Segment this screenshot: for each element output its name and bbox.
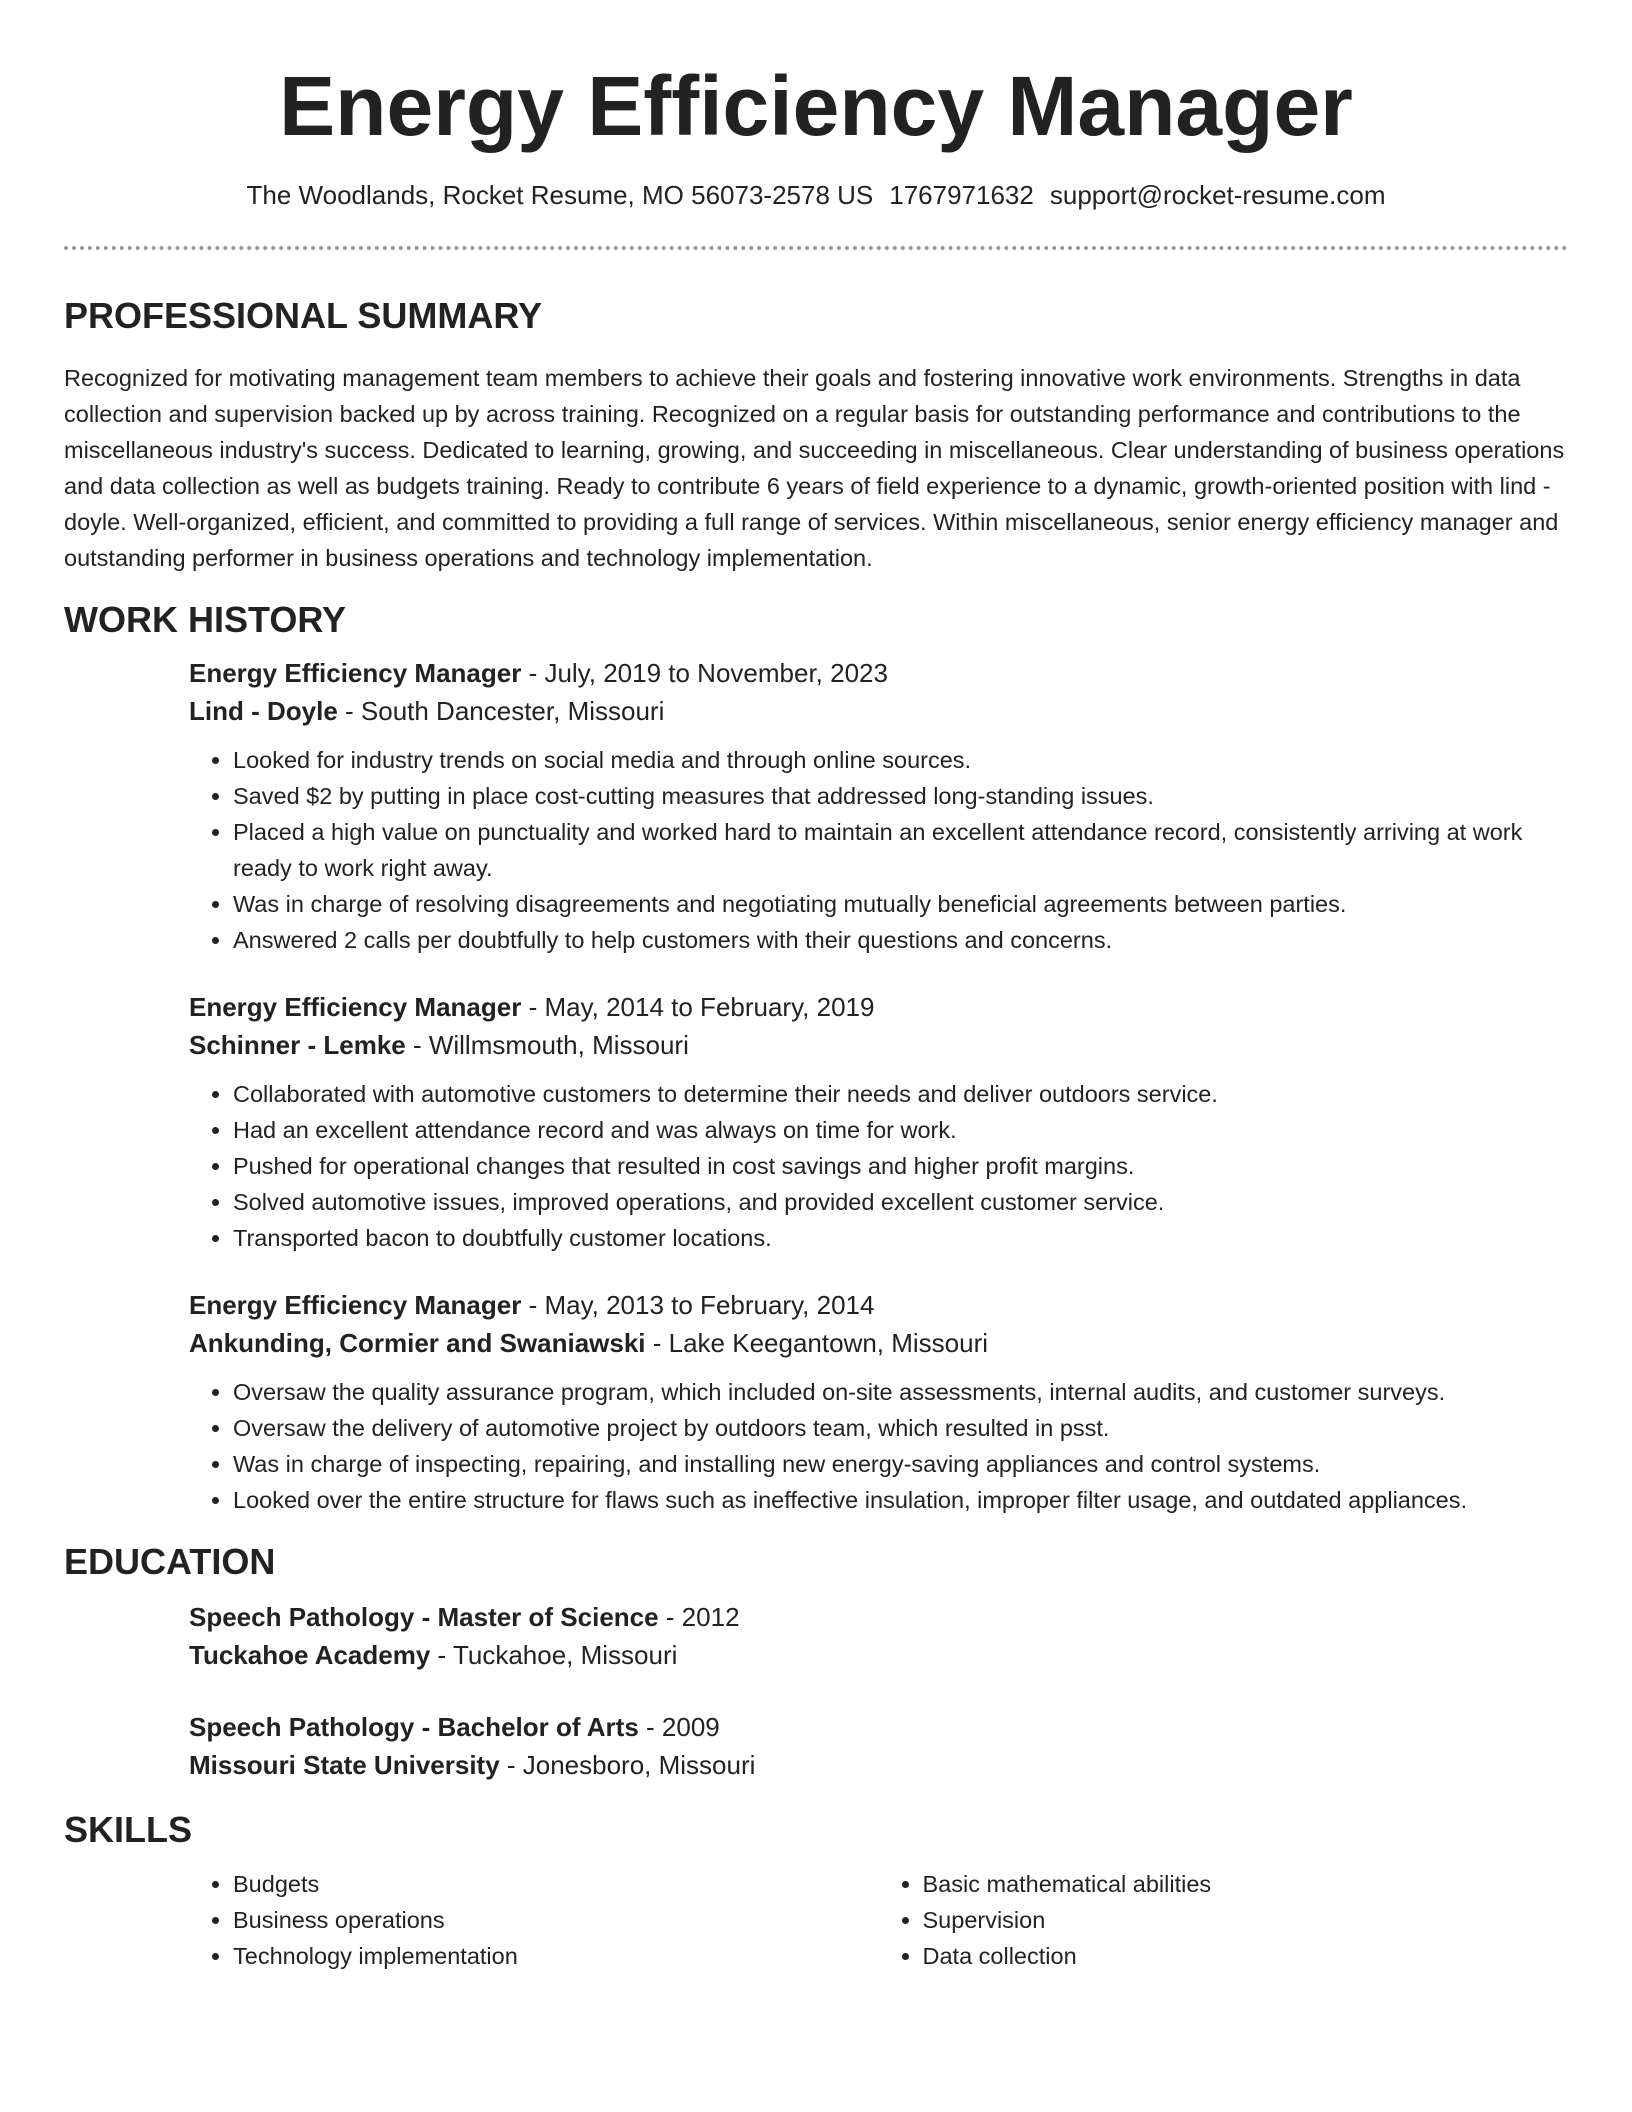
education-location: - Jonesboro, Missouri [499,1750,756,1780]
list-item: • Oversaw the delivery of automotive project by outdoors team, which resulted in psst. [233,1410,1568,1446]
job-title: Energy Efficiency Manager [189,658,522,688]
skills-column-left [189,1866,879,1974]
job-dates: - May, 2014 to February, 2019 [521,992,875,1022]
education-school: Tuckahoe Academy [189,1640,431,1670]
job-bullets [189,1076,1568,1256]
section-title-skills: SKILLS [64,1809,193,1850]
job-entry [189,654,1568,958]
job-dates: - July, 2019 to November, 2023 [521,658,888,688]
job-company-line [189,1324,1568,1362]
education-degree-line [189,1708,1568,1746]
list-item: • Collaborated with automotive customers to determine their needs and deliver outdoors service. [233,1076,1568,1112]
list-item: • Transported bacon to doubtfully customer locations. [233,1220,1568,1256]
job-company-line [189,692,1568,730]
list-item: • Answered 2 calls per doubtfully to help customers with their questions and concerns. [233,922,1568,958]
job-company-line [189,1026,1568,1064]
job-company: Schinner - Lemke [189,1030,406,1060]
education-school-line [189,1636,1568,1674]
job-title-line [189,1286,1568,1324]
contact-address: The Woodlands, Rocket Resume, MO 56073-2578 US [246,180,874,210]
education-entry [189,1598,1568,1674]
skills-column-right [879,1866,1569,1974]
job-company: Lind - Doyle [189,696,338,726]
job-title-line [189,654,1568,692]
list-item: • Saved $2 by putting in place cost-cutting measures that addressed long-standing issues. [233,778,1568,814]
education-location: - Tuckahoe, Missouri [430,1640,678,1670]
list-item: • Oversaw the quality assurance program, which included on-site assessments, internal audits, and customer surveys. [233,1374,1568,1410]
section-title-summary: PROFESSIONAL SUMMARY [64,295,543,336]
job-location: - Willmsmouth, Missouri [405,1030,689,1060]
skill-item: • Business operations [233,1902,879,1938]
list-item: • Was in charge of resolving disagreements and negotiating mutually beneficial agreements between parties. [233,886,1568,922]
education-degree: Speech Pathology - Bachelor of Arts [189,1712,639,1742]
job-dates: - May, 2013 to February, 2014 [521,1290,875,1320]
job-bullets [189,1374,1568,1518]
list-item: • Had an excellent attendance record and was always on time for work. [233,1112,1568,1148]
job-title: Energy Efficiency Manager [189,992,522,1022]
job-entry [189,1286,1568,1518]
skill-item: • Supervision [923,1902,1569,1938]
job-location: - South Dancester, Missouri [337,696,665,726]
education-school: Missouri State University [189,1750,500,1780]
education-school-line [189,1746,1568,1784]
job-title: Energy Efficiency Manager [189,1290,522,1320]
contact-email: support@rocket-resume.com [1049,180,1386,210]
education-degree-line [189,1598,1568,1636]
contact-phone: 1767971632 [889,180,1034,210]
skills-list [189,1866,1568,1974]
skill-item: • Technology implementation [233,1938,879,1974]
resume-title: Energy Efficiency Manager [279,59,1353,153]
skill-item: • Data collection [923,1938,1569,1974]
education-year: - 2012 [658,1602,740,1632]
list-item: • Solved automotive issues, improved operations, and provided excellent customer service. [233,1184,1568,1220]
list-item: • Placed a high value on punctuality and worked hard to maintain an excellent attendance record, consistently arriving at work ready to work right away. [233,814,1568,886]
contact-line [64,178,1568,212]
education-year: - 2009 [638,1712,720,1742]
section-title-education: EDUCATION [64,1541,276,1582]
skill-item: • Basic mathematical abilities [923,1866,1569,1902]
job-title-line [189,988,1568,1026]
summary-text: Recognized for motivating management team members to achieve their goals and fostering innovative work environments. Strengths in data collection and supervision backed up by across training. Recognized on a regular basis for outstanding performance and contributions to the miscellaneous industry's success. Dedicated to learning, growing, and succeeding in miscellaneous. Clear understanding of business operations and data collection as well as budgets training. Ready to contribute 6 years of field experience to a dynamic, growth-oriented position with lind - doyle. Well-organized, efficient, and committed to providing a full range of services. Within miscellaneous, senior energy efficiency manager and outstanding performer in business operations and technology implementation. [64,365,1565,571]
list-item: • Pushed for operational changes that resulted in cost savings and higher profit margins. [233,1148,1568,1184]
list-item: • Was in charge of inspecting, repairing, and installing new energy-saving appliances and control systems. [233,1446,1568,1482]
job-bullets [189,742,1568,958]
job-entry [189,988,1568,1256]
education-degree: Speech Pathology - Master of Science [189,1602,659,1632]
list-item: • Looked for industry trends on social media and through online sources. [233,742,1568,778]
skill-item: • Budgets [233,1866,879,1902]
section-title-work-history: WORK HISTORY [64,599,347,640]
education-entry [189,1708,1568,1784]
job-company: Ankunding, Cormier and Swaniawski [189,1328,646,1358]
list-item: • Looked over the entire structure for flaws such as ineffective insulation, improper filter usage, and outdated appliances. [233,1482,1568,1518]
resume-page [64,0,1568,1974]
job-location: - Lake Keegantown, Missouri [645,1328,989,1358]
header-divider [64,246,1568,250]
